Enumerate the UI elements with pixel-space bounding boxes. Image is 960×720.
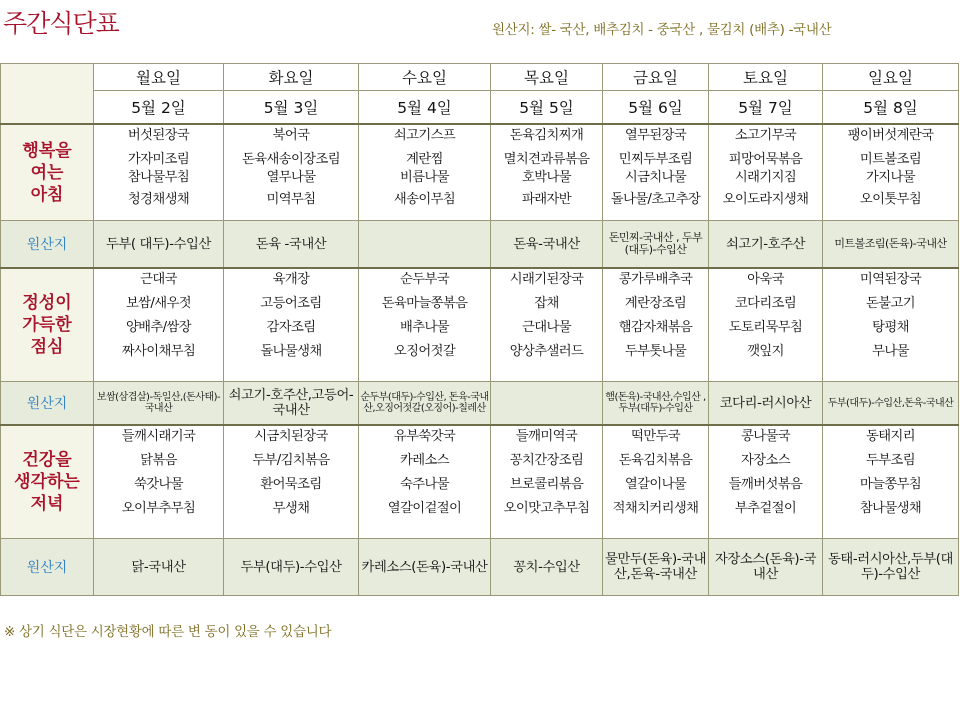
origin-text: 자장소스(돈육)-국내산	[714, 552, 817, 582]
dish-item: 미트볼조림	[859, 152, 922, 167]
meal-label-line: 가득한	[22, 315, 72, 335]
dish-item: 버섯된장국	[127, 128, 190, 143]
origin-cell	[823, 382, 959, 426]
meal-label-line: 점심	[30, 337, 64, 357]
dish-item: 배추나물	[400, 320, 449, 335]
origin-text: 순두부(대두)-수입산, 돈육-국내산,오징어젓갈(오징어)-칠레산	[360, 392, 489, 414]
dish-item: 육개장	[272, 272, 310, 287]
meal-row	[1, 124, 959, 221]
date-header: 5월 2일	[94, 91, 224, 125]
origin-text: 두부( 대두)-수입산	[106, 236, 211, 252]
dish-item: 콩나물국	[741, 429, 790, 444]
dish-item: 열무된장국	[624, 128, 687, 143]
origin-text: 닭-국내산	[131, 559, 186, 575]
dish-cell	[491, 124, 603, 221]
day-header: 토요일	[709, 64, 823, 91]
dish-item: 피망어묵볶음	[728, 152, 803, 167]
dish-item: 열갈이겉절이	[387, 501, 462, 516]
origin-row	[1, 539, 959, 596]
dish-item: 팽이버섯계란국	[847, 128, 934, 143]
meal-label-line: 정성이	[22, 293, 72, 313]
origin-label: 원산지	[1, 539, 94, 596]
dish-cell	[603, 268, 709, 382]
origin-row	[1, 221, 959, 269]
dish-cell	[491, 425, 603, 539]
dish-item: 미역무침	[266, 192, 316, 207]
dish-item: 시금치된장국	[254, 429, 328, 444]
dish-cell	[823, 124, 959, 221]
origin-text: 쇠고기-호주산,고등어-국내산	[228, 388, 354, 418]
origin-text: 두부(대두)-수입산,돈육-국내산	[827, 397, 954, 409]
dish-item: 부추겉절이	[734, 501, 797, 516]
meal-label-line: 여는	[30, 162, 64, 183]
dish-cell	[603, 425, 709, 539]
meal-label-line: 생각하는	[14, 472, 80, 492]
dish-item: 코다리조림	[734, 296, 797, 311]
day-header: 수요일	[359, 64, 491, 91]
dish-item: 무나물	[872, 344, 909, 359]
dish-item: 시금치나물	[624, 170, 687, 185]
dish-item: 시래기지짐	[734, 170, 797, 185]
dish-cell	[603, 124, 709, 221]
date-header: 5월 5일	[491, 91, 603, 125]
origin-text: 돈민찌-국내산 , 두부(대두)-수입산	[608, 231, 703, 256]
meal-label-line: 아침	[30, 184, 64, 205]
origin-text: 동태-러시아산,두부(대두)-수입산	[827, 552, 953, 582]
dish-item: 계란장조림	[624, 296, 687, 311]
dish-item: 닭볶음	[140, 453, 177, 468]
dish-item: 들깨버섯볶음	[728, 477, 803, 492]
dish-cell	[224, 425, 359, 539]
origin-cell	[823, 221, 959, 269]
origin-cell	[823, 539, 959, 596]
origin-cell	[603, 539, 709, 596]
dish-item: 쑥갓나물	[134, 477, 183, 492]
origin-text: 햄(돈육)-국내산,수입산 ,두부(대두)-수입산	[605, 392, 706, 414]
dish-item: 들깨시래기국	[121, 429, 196, 444]
corner-cell	[1, 64, 94, 125]
origin-cell	[94, 221, 224, 269]
origin-label: 원산지	[1, 221, 94, 269]
origin-text: 보쌈(삼겹살)-독일산,(돈사태)-국내산	[96, 392, 221, 414]
origin-cell	[603, 382, 709, 426]
origin-cell	[709, 539, 823, 596]
dish-item: 두부톳나물	[624, 344, 687, 359]
dish-item: 돈불고기	[866, 296, 915, 311]
meal-label	[1, 425, 94, 539]
dish-item: 비름나물	[400, 170, 449, 185]
dish-item: 자장소스	[741, 453, 790, 468]
dish-item: 동태지리	[866, 429, 915, 444]
dish-item: 숙주나물	[400, 477, 449, 492]
origin-cell	[709, 382, 823, 426]
meal-label	[1, 124, 94, 221]
dish-item: 두부조림	[866, 453, 915, 468]
dish-item: 근대국	[140, 272, 177, 287]
origin-text: 쇠고기-호주산	[725, 236, 806, 252]
dish-cell	[94, 124, 224, 221]
dish-item: 꽁치간장조림	[509, 453, 584, 468]
date-header-row	[1, 91, 959, 125]
origin-cell	[224, 221, 359, 269]
dish-item: 청경채생채	[127, 192, 190, 207]
dish-cell	[491, 268, 603, 382]
origin-text: 물만두(돈육)-국내산,돈육-국내산	[604, 552, 707, 582]
dish-item: 미역된장국	[859, 272, 922, 287]
meal-label	[1, 268, 94, 382]
origin-text: 돈육 -국내산	[255, 236, 327, 252]
dish-item: 돌나물생채	[260, 344, 322, 359]
dish-cell	[359, 124, 491, 221]
origin-cell	[709, 221, 823, 269]
meal-label-line: 행복을	[22, 140, 72, 161]
dish-item: 돈육새송이장조림	[242, 152, 340, 167]
dish-item: 깻잎지	[747, 344, 784, 359]
dish-item: 오이톳무침	[859, 192, 922, 207]
weekly-menu-table	[0, 63, 959, 596]
origin-label: 원산지	[1, 382, 94, 426]
origin-text: 미트볼조림(돈육)-국내산	[834, 237, 947, 250]
dish-item: 멸치견과류볶음	[503, 152, 590, 167]
dish-item: 열갈이나물	[624, 477, 687, 492]
dish-item: 새송이무침	[393, 192, 456, 207]
origin-text: 돈육-국내산	[513, 236, 580, 252]
dish-item: 잡채	[534, 296, 559, 311]
dish-item: 무생채	[272, 501, 310, 516]
dish-cell	[224, 124, 359, 221]
origin-note: 원산지: 쌀- 국산, 배추김치 - 중국산 , 물김치 (배추) -국내산	[492, 22, 832, 38]
origin-cell	[359, 221, 491, 269]
date-header: 5월 4일	[359, 91, 491, 125]
footer-note: ※ 상기 식단은 시장현황에 따른 변 동이 있을 수 있습니다	[4, 624, 332, 640]
dish-item: 돈육김치볶음	[618, 453, 693, 468]
dish-item: 오이도라지생채	[722, 192, 809, 207]
dish-item: 감자조림	[266, 320, 316, 335]
dish-item: 돈육김치찌개	[509, 128, 584, 143]
origin-cell	[603, 221, 709, 269]
date-header: 5월 6일	[603, 91, 709, 125]
dish-item: 북어국	[272, 128, 310, 143]
dish-item: 콩가루배추국	[618, 272, 693, 287]
dish-item: 오징어젓갈	[393, 344, 456, 359]
dish-cell	[94, 268, 224, 382]
dish-item: 파래자반	[522, 192, 571, 207]
dish-item: 짜사이채무침	[121, 344, 196, 359]
page-title: 주간식단표	[3, 9, 119, 38]
origin-cell	[491, 539, 603, 596]
dish-item: 양상추샐러드	[509, 344, 584, 359]
dish-item: 근대나물	[522, 320, 571, 335]
dish-item: 아욱국	[747, 272, 784, 287]
dish-cell	[359, 268, 491, 382]
dish-item: 떡만두국	[631, 429, 680, 444]
dish-item: 카레소스	[400, 453, 449, 468]
origin-cell	[94, 382, 224, 426]
dish-item: 적채치커리생채	[612, 501, 699, 516]
origin-cell	[359, 539, 491, 596]
dish-item: 가자미조림	[127, 152, 190, 167]
dish-item: 시래기된장국	[509, 272, 584, 287]
dish-cell	[823, 268, 959, 382]
origin-cell	[359, 382, 491, 426]
dish-item: 햄감자채볶음	[618, 320, 693, 335]
meal-label-line: 건강을	[22, 450, 72, 470]
dish-item: 계란찜	[406, 152, 443, 167]
dish-item: 오이맛고추무침	[503, 501, 590, 516]
dish-cell	[709, 425, 823, 539]
dish-item: 고등어조림	[260, 296, 322, 311]
dish-cell	[94, 425, 224, 539]
dish-item: 호박나물	[522, 170, 571, 185]
origin-row	[1, 382, 959, 426]
origin-cell	[491, 382, 603, 426]
dish-item: 돌나물/초고추장	[610, 192, 701, 207]
origin-cell	[224, 382, 359, 426]
dish-item: 오이부추무침	[121, 501, 196, 516]
day-header: 금요일	[603, 64, 709, 91]
dish-cell	[823, 425, 959, 539]
dish-item: 가지나물	[866, 170, 915, 185]
dish-item: 양배추/쌈장	[125, 320, 192, 335]
origin-text: 두부(대두)-수입산	[240, 559, 342, 575]
day-header: 월요일	[94, 64, 224, 91]
dish-cell	[359, 425, 491, 539]
dish-item: 돈육마늘쫑볶음	[381, 296, 468, 311]
dish-item: 열무나물	[266, 170, 316, 185]
origin-cell	[491, 221, 603, 269]
date-header: 5월 8일	[823, 91, 959, 125]
day-header: 일요일	[823, 64, 959, 91]
dish-item: 참나물무침	[127, 170, 190, 185]
origin-text: 카레소스(돈육)-국내산	[361, 559, 488, 575]
origin-text: 꽁치-수입산	[513, 559, 580, 575]
dish-item: 두부/김치볶음	[252, 453, 330, 468]
date-header: 5월 3일	[224, 91, 359, 125]
dish-item: 민찌두부조림	[618, 152, 693, 167]
dish-cell	[224, 268, 359, 382]
origin-cell	[224, 539, 359, 596]
dish-item: 마늘쫑무침	[859, 477, 922, 492]
dish-item: 들깨미역국	[515, 429, 578, 444]
meal-label-line: 저녁	[30, 494, 64, 514]
origin-cell	[94, 539, 224, 596]
dish-item: 도토리묵무침	[728, 320, 803, 335]
dish-item: 참나물생채	[859, 501, 922, 516]
dish-item: 보쌈/새우젓	[125, 296, 192, 311]
dish-item: 유부쑥갓국	[393, 429, 456, 444]
day-header-row	[1, 64, 959, 91]
dish-item: 브로콜리볶음	[509, 477, 584, 492]
day-header: 목요일	[491, 64, 603, 91]
dish-item: 환어묵조림	[260, 477, 322, 492]
day-header: 화요일	[224, 64, 359, 91]
date-header: 5월 7일	[709, 91, 823, 125]
origin-text: 코다리-러시아산	[719, 395, 812, 411]
meal-row	[1, 425, 959, 539]
dish-item: 순두부국	[400, 272, 449, 287]
dish-cell	[709, 124, 823, 221]
dish-item: 쇠고기스프	[393, 128, 456, 143]
meal-row	[1, 268, 959, 382]
dish-item: 탕평채	[872, 320, 909, 335]
dish-cell	[709, 268, 823, 382]
dish-item: 소고기무국	[734, 128, 797, 143]
